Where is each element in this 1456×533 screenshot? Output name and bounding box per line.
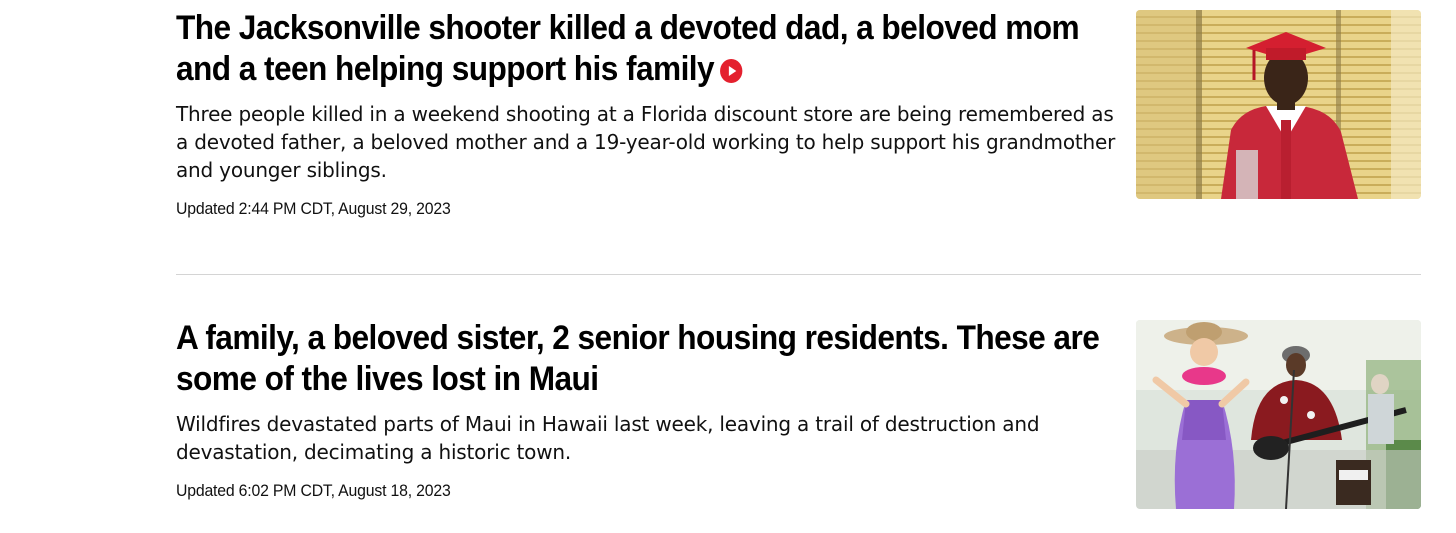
story-text <box>176 8 1116 219</box>
story-summary: Wildfires devastated parts of Maui in Hawaii last week, leaving a trail of destruction and devastation, decimating a historic town. <box>176 412 1040 464</box>
story-thumbnail[interactable] <box>1136 10 1421 199</box>
story-summary: Three people killed in a weekend shooting at a Florida discount store are being remembered as a devoted father, a beloved mother and a 19-year-old working to help support his grandmother and younger siblings. <box>176 102 1116 182</box>
story-timestamp: Updated 2:44 PM CDT, August 29, 2023 <box>176 199 451 218</box>
story-headline[interactable] <box>176 8 1106 90</box>
story-thumbnail[interactable] <box>1136 320 1421 509</box>
play-circle-icon[interactable] <box>720 59 742 83</box>
story-timestamp: Updated 6:02 PM CDT, August 18, 2023 <box>176 481 451 500</box>
headline-text[interactable]: The Jacksonville shooter killed a devoted dad, a beloved mom and a teen helping support his family <box>176 9 1080 88</box>
maui-performers-photo <box>1136 320 1421 509</box>
graduate-photo <box>1136 10 1421 199</box>
story-text <box>176 318 1116 501</box>
headline-text[interactable]: A family, a beloved sister, 2 senior housing residents. These are some of the lives lost in Maui <box>176 319 1100 398</box>
story-divider <box>176 274 1421 275</box>
story-headline[interactable] <box>176 318 1106 400</box>
